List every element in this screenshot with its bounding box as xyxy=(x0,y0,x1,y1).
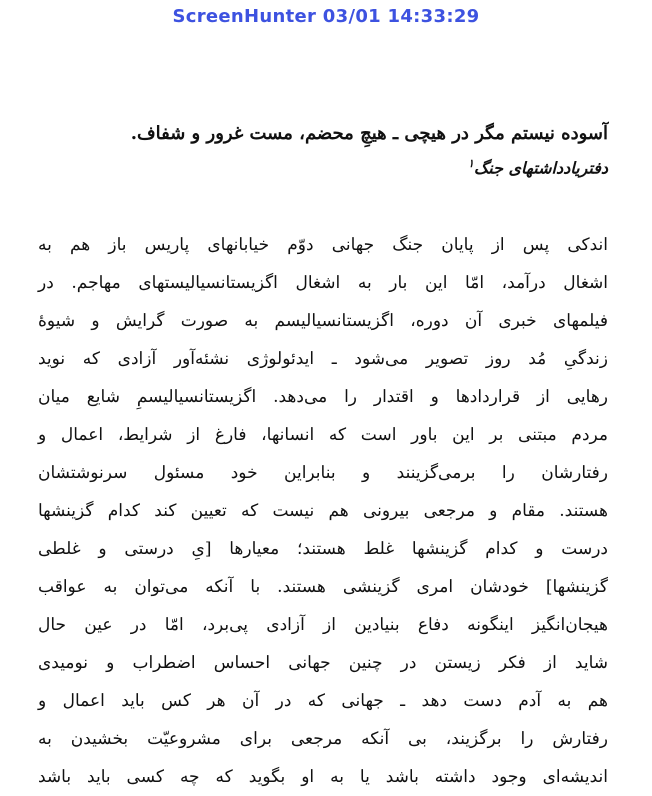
body-line: هیجان‌انگیز اینگونه دفاع بنیادین از آزادی پی‌برد، امّا در عین حال xyxy=(38,615,608,636)
body-line: اندکی پس از پایان جنگ جهانی دوّم خیابانهای پاریس باز هم به xyxy=(38,235,608,256)
body-line: رفتارشان را برمی‌گزینند و بنابراین خود مسئول سرنوشتشان xyxy=(38,463,608,484)
body-line: درست و کدام گزینشها غلط هستند؛ معیارها [یِ درستی و غلطی xyxy=(38,539,608,560)
body-line: اشغال درآمد، امّا این بار به اشغال اگزیستانسیالیستهای مهاجم. در xyxy=(38,273,608,294)
body-paragraph xyxy=(38,226,608,796)
body-line: هستند. مقام و مرجعی بیرونی هم نیست که تعیین کند کدام گزینشها xyxy=(38,501,608,522)
epigraph: آسوده نیستم مگر در هیچی ـ هیچِ محضم، مست غرور و شفاف. xyxy=(130,123,608,144)
body-line: مردم مبتنی بر این باور است که انسانها، فارغ از شرایط، اعمال و xyxy=(38,425,608,446)
epigraph-source xyxy=(38,150,608,182)
body-line: زندگیِ مُد روز تصویر می‌شود ـ ایدئولوژی نشئه‌آور آزادی که نوید xyxy=(38,349,608,370)
body-line: رهایی از قراردادها و اقتدار را می‌دهد. اگزیستانسیالیسمِ شایع میان xyxy=(38,387,608,408)
body-line: اندیشه‌ای وجود داشته باشد یا به او بگوید که چه کسی باید باشد xyxy=(38,767,608,788)
book-page xyxy=(38,118,608,796)
body-line: شاید از فکر زیستن در چنین جهانی احساس اضطراب و نومیدی xyxy=(38,653,608,674)
body-line: رفتارش را برگزیند، بی آنکه مرجعی برای مشروعیّت بخشیدن به xyxy=(38,729,608,750)
screenhunter-watermark: ScreenHunter 03/01 14:33:29 xyxy=(172,6,480,27)
body-line: فیلمهای خبری آن دوره، اگزیستانسیالیسم به صورت گرایش و شیوهٔ xyxy=(38,311,608,332)
footnote-marker: ۱ xyxy=(468,157,474,170)
body-line: هم به آدم دست دهد ـ جهانی که در آن هر کس باید اعمال و xyxy=(38,691,608,712)
epigraph-source-title: دفتریادداشتهای جنگ xyxy=(473,158,608,178)
body-line: گزینشها] خودشان امری گزینشی هستند. با آنکه می‌توان به عواقب xyxy=(38,577,608,598)
